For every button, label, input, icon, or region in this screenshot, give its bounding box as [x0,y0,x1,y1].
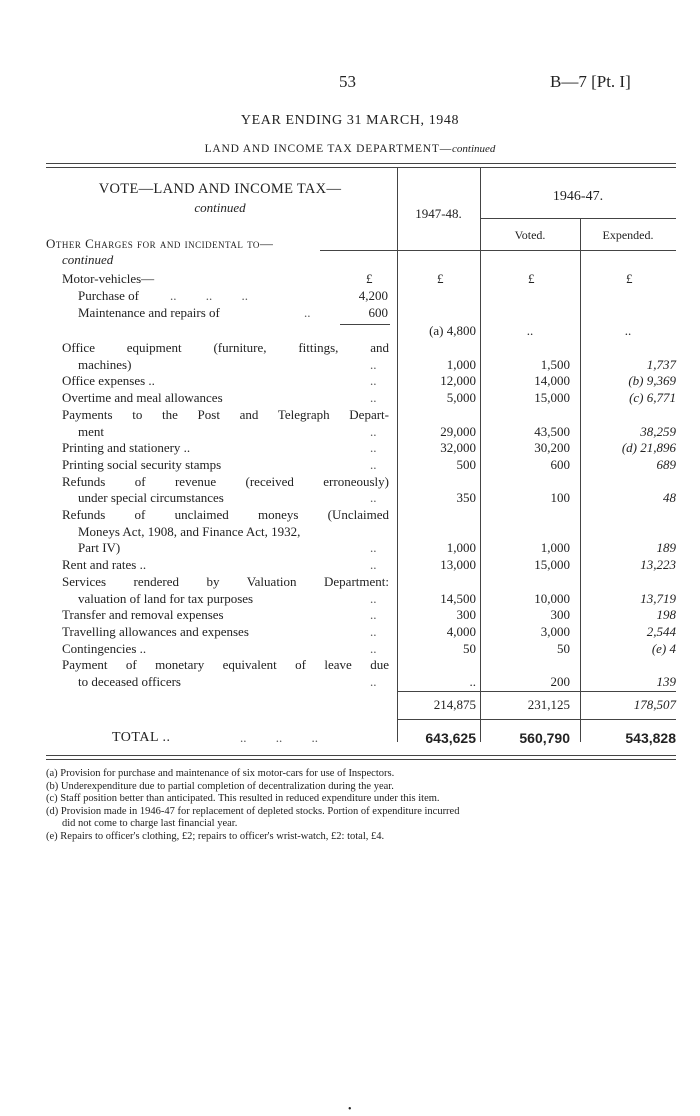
total-expended: 543,828 [625,730,676,746]
section-heading-continued: continued [62,252,114,267]
footnote: (a) Provision for purchase and maintenance of six motor-cars for use of Inspectors. [46,768,395,779]
purchase-amount: 4,200 [358,288,388,303]
section-heading: Other Charges for and incidental to— [46,236,274,251]
amount-1947-48: 14,500 [440,590,476,606]
column-divider [397,168,398,742]
row-label: to deceased officers [78,674,181,689]
amount-1947-48: 29,000 [440,423,476,439]
amount-expended: 2,544 [646,623,676,639]
rule-motor-subtotal [340,324,390,325]
leader-dots: .. [370,423,377,439]
row-label: Overtime and meal allowances [62,390,223,406]
row-label: Transfer and removal expenses [62,607,224,623]
rule-header-bottom [46,167,676,168]
amount-voted: 50 [557,640,570,656]
amount-expended: 198 [656,607,676,623]
column-header-expended: Expended. [602,228,654,242]
leader-dots: .. [370,623,377,639]
document-reference: B—7 [Pt. I] [550,72,631,91]
row-label: under special circumstances [78,490,224,506]
motor-expended: .. [624,323,632,338]
leader-dots: .. [370,373,377,389]
vote-title: VOTE—LAND AND INCOME TAX— [98,181,342,197]
footnote: (c) Staff position better than anticipated. This resulted in reduced expenditure under this item. [46,793,440,804]
currency-symbol: £ [366,271,373,286]
amount-expended: (e) 4 [651,640,676,656]
amount-1947-48: 300 [456,607,476,623]
amount-voted: 43,500 [534,423,570,439]
leader-dots: .. .. .. [240,730,318,745]
page-number: 53 [339,72,356,91]
rule-colhead-bottom [397,250,676,251]
column-divider [580,218,581,742]
row-label: Payment of monetary equivalent of leave due [62,657,389,673]
amount-1947-48: 1,000 [446,356,476,372]
row-label: Payments to the Post and Telegraph Depart- [62,406,389,422]
row-label: Part IV) [78,540,121,556]
footnote: did not come to charge last financial year. [62,818,238,829]
total-voted: 560,790 [519,730,570,746]
department-name: LAND AND INCOME TAX DEPARTMENT— [204,143,453,155]
amount-expended: (c) 6,771 [629,390,676,406]
leader-dots: .. [370,540,377,556]
department-continued: continued [452,143,496,155]
leader-dots: .. [370,557,377,573]
footnote: (b) Underexpenditure due to partial completion of decentralization during the year. [46,780,394,792]
rule-subtotal [397,691,676,692]
amount-1947-48: 1,000 [446,540,476,556]
amount-voted: 3,000 [540,623,570,639]
amount-expended: 189 [656,540,676,556]
row-label: Travelling allowances and expenses [62,623,249,639]
amount-voted: 300 [550,607,570,623]
amount-1947-48: 50 [463,640,476,656]
leader-dots: .. [370,390,377,406]
amount-voted: 100 [550,490,570,506]
leader-dots: .. [370,490,377,506]
amount-expended: 48 [663,490,676,506]
row-label: Printing social security stamps [62,456,222,472]
maintenance-label: Maintenance and repairs of [78,305,220,320]
subtotal-1947-48: 214,875 [433,697,476,712]
total-label: TOTAL .. [112,730,171,745]
amount-voted: 15,000 [534,390,570,406]
rule-bottom [46,755,676,756]
amount-voted: 10,000 [534,590,570,606]
subtotal-voted: 231,125 [527,697,570,712]
motor-vehicles-label: Motor-vehicles— [62,271,155,286]
currency-symbol: £ [437,271,444,286]
row-label: machines) [78,356,132,372]
amount-expended: 139 [656,674,676,689]
rule-top [46,163,676,164]
row-label: valuation of land for tax purposes [78,590,254,606]
maintenance-amount: 600 [368,305,388,320]
amount-expended: 1,737 [646,356,676,372]
leader-dots: .. .. .. [170,288,248,303]
row-label: ment [78,423,104,439]
vote-continued: continued [194,200,246,215]
amount-expended: 13,223 [640,557,676,573]
leader-dots: .. [370,590,377,606]
column-divider [480,168,481,742]
amount-voted: 1,500 [540,356,570,372]
amount-1947-48: 12,000 [440,373,476,389]
amount-expended: 689 [656,456,676,472]
row-label: Contingencies .. [62,640,147,656]
amount-expended: (d) 21,896 [621,440,676,456]
leader-dots: .. [370,674,377,689]
currency-symbol: £ [626,271,633,286]
rule-left-colhead-bottom [320,250,397,251]
column-header-1946-47: 1946-47. [552,189,604,204]
amount-expended: 38,259 [640,423,676,439]
leader-dots: .. [370,607,377,623]
amount-1947-48: 13,000 [440,557,476,573]
row-label: Printing and stationery .. [62,440,191,456]
amount-1947-48: 500 [456,456,476,472]
amount-voted: 200 [550,674,570,689]
rule-bottom-double [46,759,676,760]
amount-voted: 30,200 [534,440,570,456]
subtotal-expended: 178,507 [633,697,676,712]
row-label: Services rendered by Valuation Department: [62,573,389,589]
footnote: (d) Provision made in 1946-47 for replacement of depleted stocks. Portion of expenditure incurred [46,805,460,817]
leader-dots: .. [370,456,377,472]
page-mark: • [348,1104,352,1115]
rule-total [397,719,676,720]
row-label: Rent and rates .. [62,557,147,573]
amount-expended: 13,719 [640,590,676,606]
rule-1946-47-under [480,218,676,219]
amount-voted: 15,000 [534,557,570,573]
row-label: Refunds of unclaimed moneys (Unclaimed [62,507,389,522]
row-label: Office equipment (furniture, fittings, and [62,340,389,355]
page-title: YEAR ENDING 31 MARCH, 1948 [240,113,460,128]
row-label: Moneys Act, 1908, and Finance Act, 1932, [78,523,301,539]
row-label: Office expenses .. [62,373,155,389]
motor-total-1947-48: (a) 4,800 [429,323,476,338]
motor-voted: .. [526,323,534,338]
amount-voted: 600 [550,456,570,472]
purchase-label: Purchase of [78,288,140,303]
amount-voted: 1,000 [540,540,570,556]
leader-dots: .. [370,440,377,456]
amount-expended: (b) 9,369 [628,373,676,389]
amount-1947-48: 5,000 [446,390,476,406]
leader-dots: .. [304,305,311,320]
column-header-voted: Voted. [514,228,546,242]
amount-1947-48: 350 [456,490,476,506]
footnote: (e) Repairs to officer's clothing, £2; repairs to officer's wrist-watch, £2: total, £4. [46,830,385,842]
total-1947-48: 643,625 [425,730,476,746]
currency-symbol: £ [528,271,535,286]
row-label: Refunds of revenue (received erroneously) [62,473,389,489]
amount-1947-48: 4,000 [446,623,476,639]
amount-voted: 14,000 [534,373,570,389]
leader-dots: .. [370,640,377,656]
column-header-1947-48: 1947-48. [415,206,462,221]
amount-1947-48: 32,000 [440,440,476,456]
department-heading [0,143,700,155]
leader-dots: .. [370,356,377,372]
amount-1947-48: .. [469,674,476,689]
